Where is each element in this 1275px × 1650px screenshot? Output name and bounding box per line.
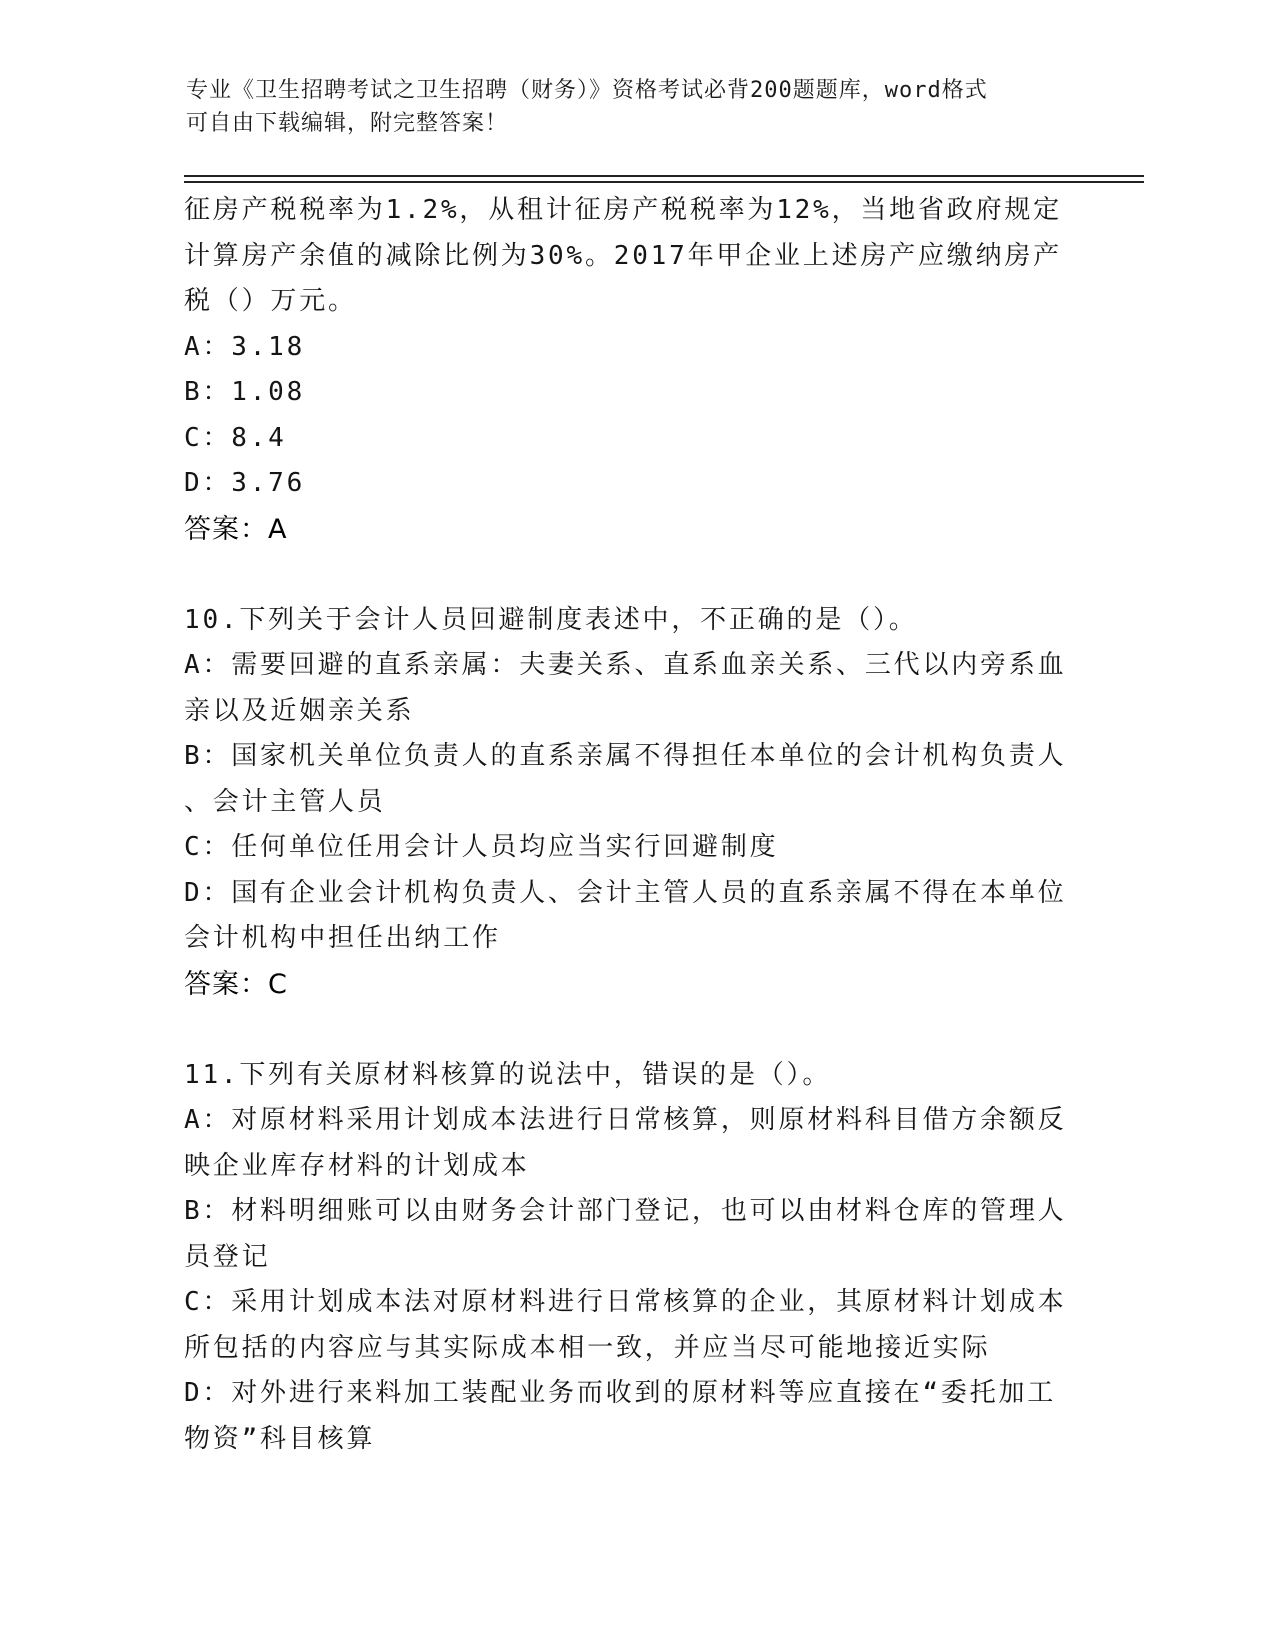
option-d: D：3.76 [184, 468, 306, 498]
question-11 [184, 1053, 1084, 1463]
option-d: D：对外进行来料加工装配业务而收到的原材料等应直接在“委托加工 [184, 1378, 1057, 1408]
question-stem: 10.下列关于会计人员回避制度表述中，不正确的是（）。 [184, 604, 918, 635]
option-a-continued: 亲以及近姻亲关系 [184, 695, 415, 726]
option-c-continued: 所包括的内容应与其实际成本相一致，并应当尽可能地接近实际 [184, 1332, 991, 1363]
option-d-continued: 会计机构中担任出纳工作 [184, 923, 501, 953]
option-b-continued: 员登记 [184, 1241, 271, 1272]
question-text-line: 计算房产余值的减除比例为30%。2017年甲企业上述房产应缴纳房产 [184, 240, 1062, 271]
option-a: A：需要回避的直系亲属：夫妻关系、直系血亲关系、三代以内旁系血 [184, 650, 1067, 680]
document-body [184, 188, 1084, 1462]
option-c: C：8.4 [184, 422, 287, 453]
answer-line: 答案：A [184, 513, 288, 545]
question-10 [184, 598, 1084, 1008]
spacer [184, 552, 1084, 598]
option-b: B：1.08 [184, 377, 306, 407]
spacer [184, 1007, 1084, 1053]
answer-line: 答案：C [184, 968, 288, 1000]
option-a-continued: 映企业库存材料的计划成本 [184, 1150, 530, 1181]
option-c: C：任何单位任用会计人员均应当实行回避制度 [184, 832, 779, 862]
option-d-continued: 物资”科目核算 [184, 1423, 376, 1454]
option-b-continued: 、会计主管人员 [184, 786, 386, 817]
header-title-line-2: 可自由下载编辑，附完整答案！ [186, 111, 509, 136]
question-text-line: 税（）万元。 [184, 286, 357, 316]
header-divider-top [184, 175, 1144, 177]
header-divider-bottom [184, 181, 1144, 183]
question-text-line: 征房产税税率为1.2%，从租计征房产税税率为12%，当地省政府规定 [184, 195, 1062, 225]
question-stem: 11.下列有关原材料核算的说法中，错误的是（）。 [184, 1059, 832, 1090]
option-b: B：材料明细账可以由财务会计部门登记，也可以由材料仓库的管理人 [184, 1196, 1067, 1226]
option-a: A：3.18 [184, 331, 306, 362]
option-b: B：国家机关单位负责人的直系亲属不得担任本单位的会计机构负责人 [184, 741, 1067, 771]
question-9 [184, 188, 1084, 552]
page-header [186, 74, 1086, 140]
option-d: D：国有企业会计机构负责人、会计主管人员的直系亲属不得在本单位 [184, 877, 1067, 908]
option-a: A：对原材料采用计划成本法进行日常核算，则原材料科目借方余额反 [184, 1105, 1067, 1135]
option-c: C：采用计划成本法对原材料进行日常核算的企业，其原材料计划成本 [184, 1287, 1067, 1317]
header-title-line-1: 专业《卫生招聘考试之卫生招聘（财务）》资格考试必背200题题库，word格式 [186, 78, 988, 103]
